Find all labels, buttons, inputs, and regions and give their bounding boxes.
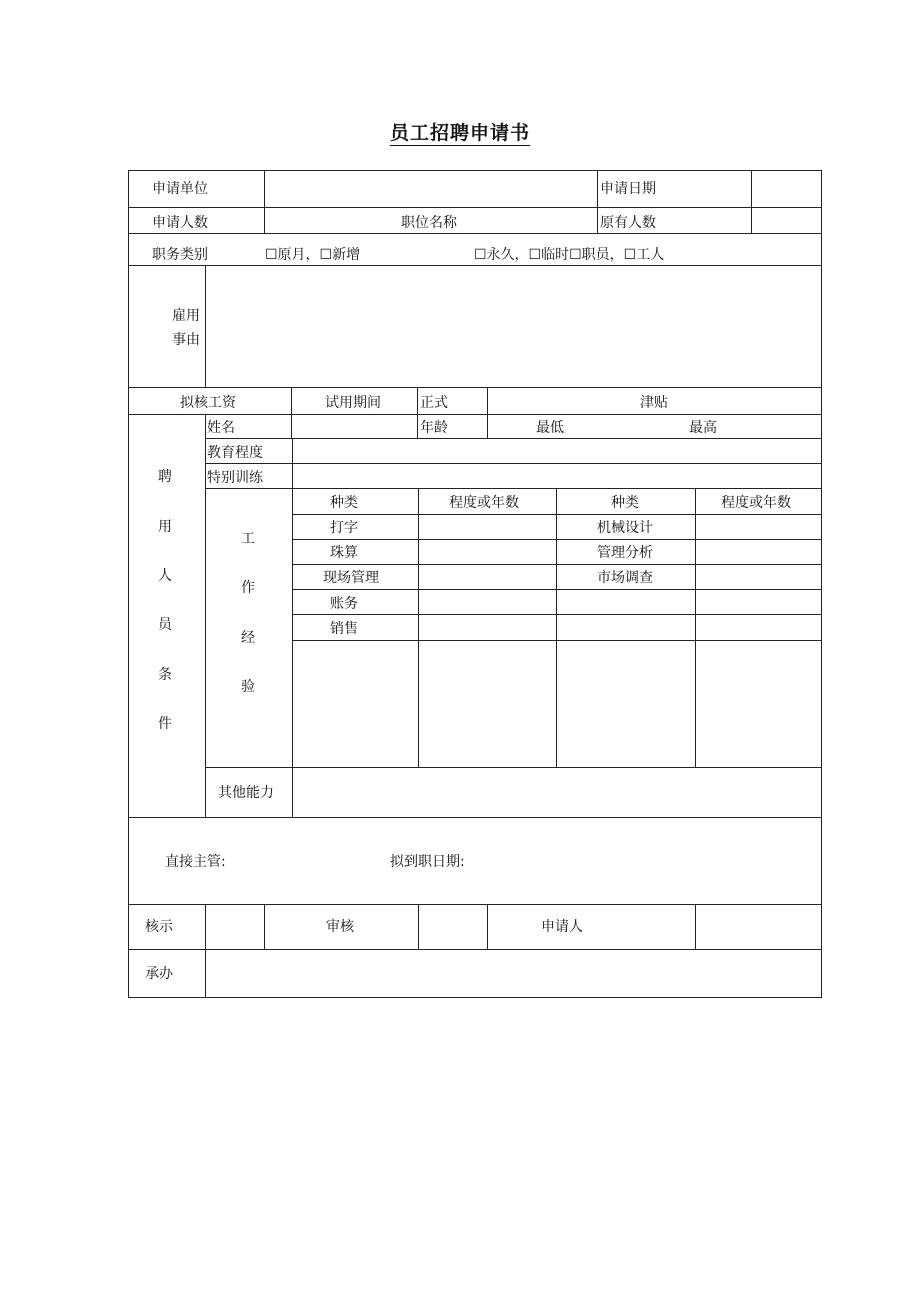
row-divider [205, 488, 822, 489]
col-divider [205, 414, 206, 817]
label-applicant: 申请人 [541, 919, 583, 935]
label-apply-unit: 申请单位 [152, 181, 208, 197]
col-divider [417, 387, 418, 438]
label-start-date: 拟到职日期: [390, 854, 465, 870]
label-name: 姓名 [207, 420, 235, 436]
col-divider [292, 438, 293, 817]
requirements-side-label-5: 条 [158, 667, 172, 683]
label-allowance: 津贴 [640, 395, 668, 411]
field-review[interactable] [419, 905, 487, 949]
work-label-1: 工 [241, 531, 255, 547]
label-other-ability: 其他能力 [218, 785, 274, 801]
label-reason-line2: 事由 [172, 332, 200, 348]
skill-left-5: 销售 [330, 621, 358, 637]
label-age: 年龄 [420, 420, 448, 436]
requirements-side-label-4: 员 [158, 617, 172, 633]
row-divider [292, 539, 822, 540]
col-divider [695, 488, 696, 767]
row-divider [128, 414, 822, 415]
work-label-4: 验 [241, 679, 255, 695]
row-divider [292, 640, 822, 641]
label-reason-line1: 雇用 [172, 308, 200, 324]
skill-left-1: 打字 [330, 520, 358, 536]
row-divider [292, 589, 822, 590]
col-header-level-right: 程度或年数 [721, 495, 791, 511]
duty-type-options-1[interactable]: ☐原月，☐新增 [265, 247, 361, 263]
col-header-level-left: 程度或年数 [449, 495, 519, 511]
label-age-max: 最高 [689, 420, 717, 436]
row-divider [292, 614, 822, 615]
row-divider [292, 514, 822, 515]
label-proposed-salary: 拟核工资 [180, 395, 236, 411]
skill-right-2: 管理分析 [597, 545, 653, 561]
row-divider [292, 564, 822, 565]
col-divider [597, 170, 598, 233]
requirements-side-label-3: 人 [158, 568, 172, 584]
label-education: 教育程度 [207, 445, 263, 461]
label-original-count: 原有人数 [600, 215, 656, 231]
label-handler: 承办 [145, 966, 173, 982]
field-approve[interactable] [206, 905, 264, 949]
label-apply-date: 申请日期 [600, 181, 656, 197]
field-reason[interactable] [206, 266, 821, 387]
row-divider [128, 817, 822, 818]
requirements-side-label-2: 用 [158, 519, 172, 535]
row-divider [128, 233, 822, 234]
field-apply-date[interactable] [752, 171, 821, 207]
field-name[interactable] [292, 415, 417, 438]
skill-left-4: 账务 [330, 596, 358, 612]
duty-type-options-2[interactable]: ☐永久，☐临时☐职员，☐工人 [474, 247, 665, 263]
field-apply-unit[interactable] [265, 171, 597, 207]
requirements-side-label-1: 聘 [158, 469, 172, 485]
field-handler[interactable] [206, 950, 821, 997]
requirements-side-label-6: 件 [158, 716, 172, 732]
label-review: 审核 [326, 919, 354, 935]
col-divider [556, 488, 557, 767]
skill-left-3: 现场管理 [323, 570, 379, 586]
label-training: 特别训练 [207, 470, 263, 486]
field-other-ability[interactable] [293, 768, 821, 817]
field-training[interactable] [293, 464, 821, 488]
col-divider [487, 387, 488, 438]
label-age-min: 最低 [536, 420, 564, 436]
field-original-count[interactable] [752, 208, 821, 233]
work-label-3: 经 [241, 630, 255, 646]
row-divider [128, 207, 822, 208]
label-duty-type: 职务类别 [152, 247, 208, 263]
col-divider [264, 904, 265, 949]
field-applicant[interactable] [696, 905, 821, 949]
work-label-2: 作 [241, 580, 255, 596]
skill-left-2: 珠算 [330, 545, 358, 561]
label-formal: 正式 [420, 395, 448, 411]
skill-right-1: 机械设计 [597, 520, 653, 536]
col-header-type-right: 种类 [611, 495, 639, 511]
label-apply-count: 申请人数 [152, 215, 208, 231]
col-divider [418, 488, 419, 767]
label-probation: 试用期间 [325, 395, 381, 411]
page-title: 员工招聘申请书 [389, 122, 530, 144]
label-position-name: 职位名称 [401, 215, 457, 231]
field-education[interactable] [293, 439, 821, 463]
col-divider [487, 904, 488, 949]
skill-right-3: 市场调查 [597, 570, 653, 586]
label-supervisor: 直接主管: [165, 854, 226, 870]
col-header-type-left: 种类 [330, 495, 358, 511]
label-approve: 核示 [145, 919, 173, 935]
row-divider [128, 387, 822, 388]
